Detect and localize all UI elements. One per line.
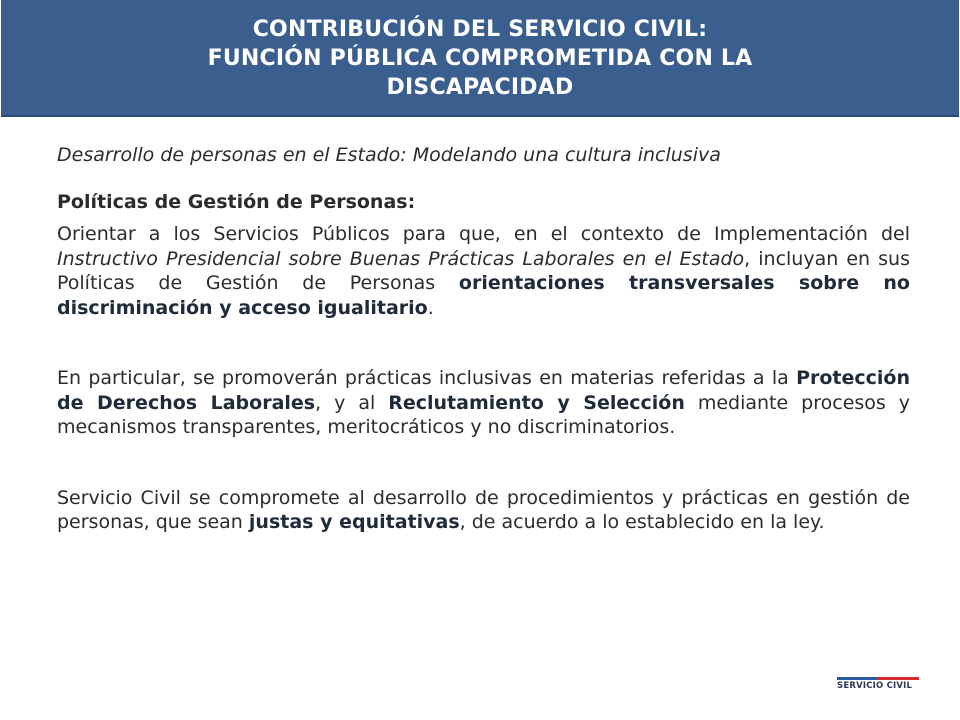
paragraph-text: Servicio Civil se compromete al desarrollo de procedimientos y prácticas en gestión de personas, que sean: [57, 486, 910, 533]
paragraph-policies: [57, 222, 910, 320]
logo-red-segment: [877, 677, 919, 680]
emphasis-text: Protección de Derechos Laborales: [57, 367, 910, 414]
title-banner: [1, 0, 959, 117]
paragraph-text: , de acuerdo a lo establecido en la ley.: [459, 511, 825, 533]
paragraph-text: , y al: [315, 391, 389, 414]
page-title-line-3: DISCAPACIDAD: [386, 75, 574, 100]
page-title-line-1: CONTRIBUCIÓN DEL SERVICIO CIVIL:: [252, 17, 708, 42]
paragraph-text: .: [427, 296, 434, 319]
emphasis-text: Reclutamiento y Selección: [388, 391, 685, 414]
paragraph-commitment: [57, 486, 910, 535]
logo-color-bar: [837, 677, 919, 680]
emphasis-text: orientaciones transversales sobre no discriminación y acceso igualitario: [57, 272, 910, 319]
servicio-civil-logo: [837, 677, 919, 691]
paragraph-text: mediante procesos y mecanismos transparentes, meritocráticos y no discriminatorios.: [57, 391, 911, 438]
subtitle: Desarrollo de personas en el Estado: Modelando una cultura inclusiva: [57, 144, 721, 166]
paragraph-text: En particular, se promoverán prácticas inclusivas en materias referidas a la: [57, 367, 797, 389]
emphasis-text: justas y equitativas: [248, 511, 460, 533]
paragraph-inclusive-practices: [57, 366, 910, 440]
page-title-line-2: FUNCIÓN PÚBLICA COMPROMETIDA CON LA: [207, 46, 753, 71]
instructivo-title: Instructivo Presidencial sobre Buenas Prácticas Laborales en el Estado: [57, 247, 745, 270]
paragraph-text: Orientar a los Servicios Públicos para que, en el contexto de Implementación del: [57, 223, 910, 245]
policies-heading: Políticas de Gestión de Personas:: [57, 191, 416, 213]
paragraph-text: , incluyan en sus Políticas de Gestión de Personas: [57, 247, 910, 294]
logo-blue-segment: [837, 677, 877, 680]
logo-text: SERVICIO CIVIL: [837, 681, 913, 691]
slide-body: [57, 143, 910, 535]
